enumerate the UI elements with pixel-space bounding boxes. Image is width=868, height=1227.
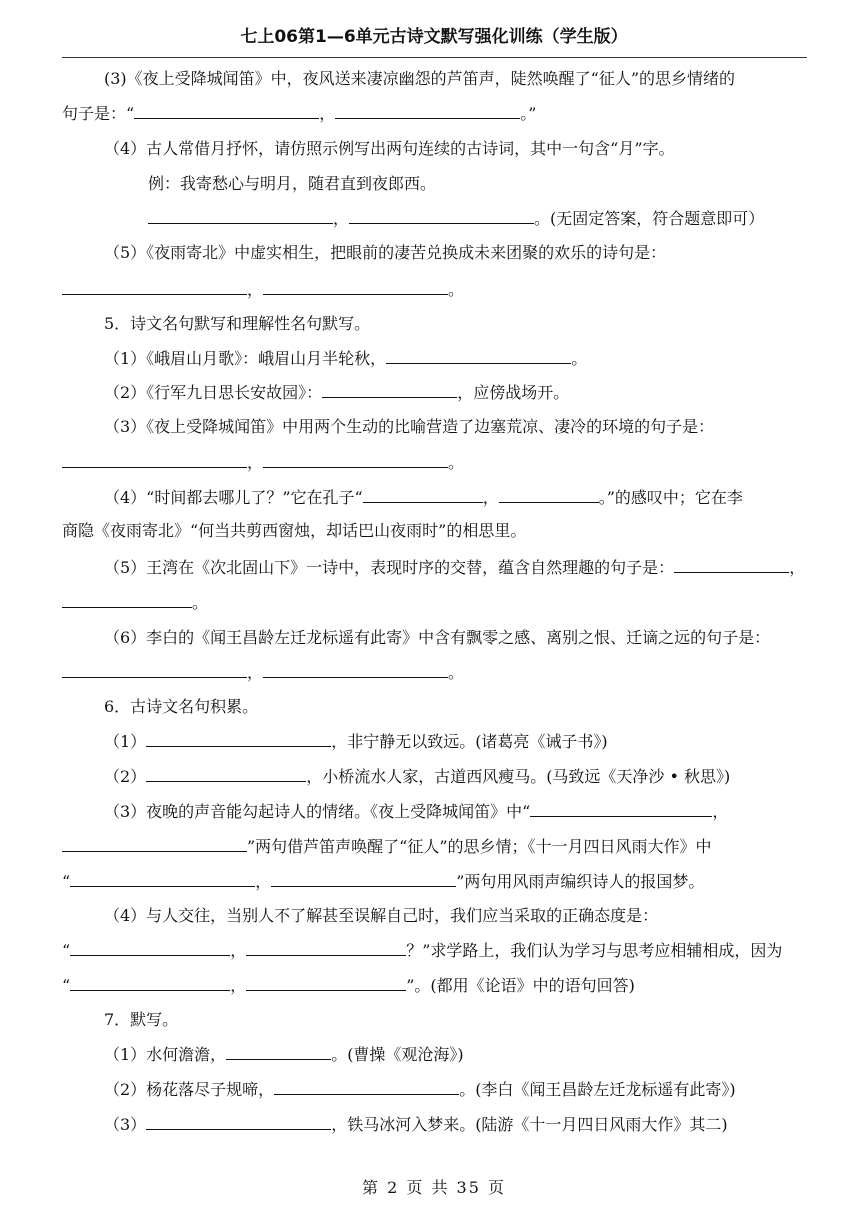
question-line <box>148 207 764 229</box>
line-text: （2）《行军九日思长安故园》： <box>104 383 323 402</box>
answer-blank[interactable] <box>499 486 599 503</box>
question-line <box>104 381 569 403</box>
answer-blank[interactable] <box>146 765 306 782</box>
answer-blank[interactable] <box>62 835 247 852</box>
question-line <box>104 486 743 508</box>
question-line: （4）与人交往，当别人不了解甚至误解自己时，我们应当采取的正确态度是： <box>104 906 659 925</box>
question-line <box>104 800 728 822</box>
header-rule <box>62 57 807 58</box>
answer-blank[interactable] <box>335 102 520 119</box>
line-text: 句子是：“ <box>62 104 135 123</box>
line-text: “ <box>62 872 71 891</box>
answer-blank[interactable] <box>226 1043 331 1060</box>
question-line <box>62 278 464 300</box>
answer-blank[interactable] <box>148 207 333 224</box>
line-text: ， <box>247 663 264 682</box>
question-line <box>104 556 805 578</box>
line-text: ， <box>712 802 729 821</box>
line-text: ， <box>482 488 499 507</box>
line-text: 。 <box>571 349 588 368</box>
question-line: 商隐《夜雨寄北》“何当共剪西窗烛，却话巴山夜雨时”的相思里。 <box>62 521 527 540</box>
line-text: ，小桥流水人家，古道西风瘦马。(马致远《天净沙 • 秋思》) <box>306 767 731 786</box>
line-text: （3）夜晚的声音能勾起诗人的情绪。《夜上受降城闻笛》中“ <box>104 802 531 821</box>
answer-blank[interactable] <box>263 451 448 468</box>
line-text: 。(无固定答案，符合题意即可） <box>534 209 765 228</box>
answer-blank[interactable] <box>322 381 457 398</box>
answer-blank[interactable] <box>363 486 483 503</box>
line-text: ，铁马冰河入梦来。(陆游《十一月四日风雨大作》其二) <box>331 1115 728 1134</box>
line-text: 。 <box>448 453 465 472</box>
line-text: ，应傍战场开。 <box>457 383 570 402</box>
line-text: （1）《峨眉山月歌》：峨眉山月半轮秋， <box>104 349 387 368</box>
section-heading: 5．诗文名句默写和理解性名句默写。 <box>104 314 371 333</box>
line-text: “ <box>62 976 71 995</box>
question-line <box>62 835 712 857</box>
line-text: 。 <box>192 593 209 612</box>
answer-blank[interactable] <box>70 870 255 887</box>
section-heading: 6．古诗文名句积累。 <box>104 697 259 716</box>
line-text: ， <box>255 872 272 891</box>
question-line <box>104 730 608 752</box>
answer-blank[interactable] <box>62 451 247 468</box>
answer-blank[interactable] <box>274 1078 459 1095</box>
question-line: （3）《夜上受降城闻笛》中用两个生动的比喻营造了边塞荒凉、凄冷的环境的句子是： <box>104 417 715 436</box>
line-text: ”两句用风雨声编织诗人的报国梦。 <box>456 872 705 891</box>
line-text: ”两句借芦笛声唤醒了“征人”的思乡情；《十一月四日风雨大作》中 <box>247 837 712 856</box>
line-text: 。 <box>448 663 465 682</box>
example-line: 例：我寄愁心与明月，随君直到夜郎西。 <box>148 174 437 193</box>
question-line <box>104 347 587 369</box>
line-text: ？”求学路上，我们认为学习与思考应相辅相成，因为 <box>406 941 783 960</box>
answer-blank[interactable] <box>246 974 406 991</box>
question-line: (3)《夜上受降城闻笛》中，夜风送来凄凉幽怨的芦笛声，陡然唤醒了“征人”的思乡情绪的 <box>104 69 736 88</box>
answer-blank[interactable] <box>674 556 789 573</box>
section-heading: 7．默写。 <box>104 1010 179 1029</box>
question-line <box>104 765 730 787</box>
question-line <box>62 102 536 124</box>
answer-blank[interactable] <box>263 661 448 678</box>
question-line <box>62 451 464 473</box>
question-line <box>104 1078 736 1100</box>
answer-blank[interactable] <box>146 730 331 747</box>
question-line <box>104 1113 728 1135</box>
line-text: ， <box>789 558 806 577</box>
line-text: ， <box>319 104 336 123</box>
answer-blank[interactable] <box>70 939 230 956</box>
page-header: 七上06第1—6单元古诗文默写强化训练（学生版） <box>240 27 628 47</box>
question-line <box>62 870 704 892</box>
line-text: ， <box>333 209 350 228</box>
answer-blank[interactable] <box>530 800 712 817</box>
answer-blank[interactable] <box>246 939 406 956</box>
question-line: （4）古人常借月抒怀，请仿照示例写出两句连续的古诗词，其中一句含“月”字。 <box>104 139 675 158</box>
line-text: （2）杨花落尽子规啼， <box>104 1080 275 1099</box>
line-text: 。(李白《闻王昌龄左迁龙标遥有此寄》) <box>459 1080 736 1099</box>
answer-blank[interactable] <box>62 661 247 678</box>
answer-blank[interactable] <box>62 278 247 295</box>
question-line: （5）《夜雨寄北》中虚实相生，把眼前的凄苦兑换成未来团聚的欢乐的诗句是： <box>104 243 667 262</box>
answer-blank[interactable] <box>134 102 319 119</box>
answer-blank[interactable] <box>146 1113 331 1130</box>
question-line <box>62 939 782 961</box>
line-text: “ <box>62 941 71 960</box>
line-text: （2） <box>104 767 147 786</box>
line-text: ， <box>230 941 247 960</box>
line-text: 。” <box>520 104 537 123</box>
line-text: 。 <box>448 280 465 299</box>
answer-blank[interactable] <box>349 207 534 224</box>
question-line <box>104 1043 464 1065</box>
line-text: ，非宁静无以致远。(诸葛亮《诫子书》) <box>331 732 608 751</box>
question-line <box>62 591 208 613</box>
answer-blank[interactable] <box>386 347 571 364</box>
answer-blank[interactable] <box>263 278 448 295</box>
answer-blank[interactable] <box>70 974 230 991</box>
line-text: ， <box>247 280 264 299</box>
line-text: （1）水何澹澹， <box>104 1045 227 1064</box>
line-text: 。”的感叹中；它在李 <box>598 488 743 507</box>
question-line <box>62 974 635 996</box>
line-text: （3） <box>104 1115 147 1134</box>
line-text: （5）王湾在《次北固山下》一诗中，表现时序的交替，蕴含自然理趣的句子是： <box>104 558 675 577</box>
line-text: （1） <box>104 732 147 751</box>
line-text: ， <box>230 976 247 995</box>
answer-blank[interactable] <box>271 870 456 887</box>
question-line: （6）李白的《闻王昌龄左迁龙标遥有此寄》中含有飘零之感、离别之恨、迁谪之远的句子是： <box>104 628 771 647</box>
line-text: （4）“时间都去哪儿了？”它在孔子“ <box>104 488 363 507</box>
line-text: 。(曹操《观沧海》) <box>331 1045 464 1064</box>
line-text: ”。(都用《论语》中的语句回答) <box>406 976 635 995</box>
answer-blank[interactable] <box>62 591 192 608</box>
line-text: ， <box>247 453 264 472</box>
page-footer: 第 2 页 共 35 页 <box>362 1178 506 1197</box>
question-line <box>62 661 464 683</box>
